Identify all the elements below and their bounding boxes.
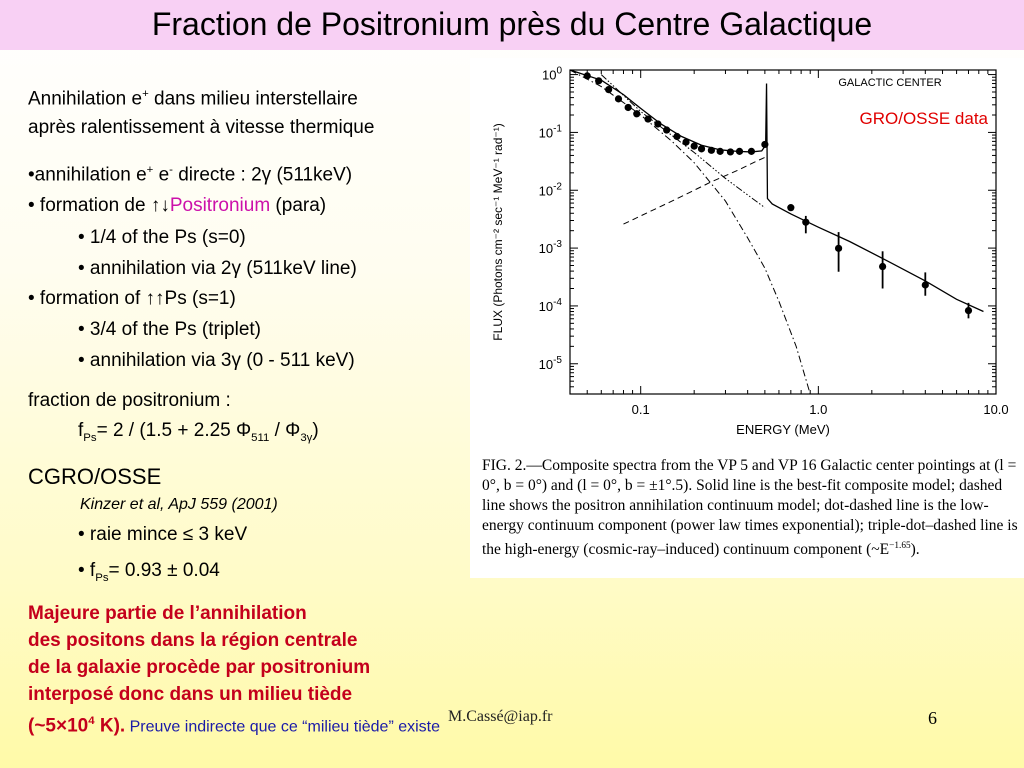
caption-end: ).	[910, 541, 920, 559]
data-point	[761, 141, 768, 148]
x-tick-label: 0.1	[631, 402, 650, 417]
y-tick-label: $10^{-5}$	[538, 354, 562, 372]
bullet-ortho: • formation of ↑↑Ps (s=1)	[28, 288, 236, 309]
dashdot-curve	[570, 70, 810, 394]
intro-sup: +	[142, 88, 149, 100]
bullet-direct-a: •annihilation e	[28, 164, 147, 186]
data-point	[633, 110, 640, 117]
data-point	[787, 204, 794, 211]
x-axis-label: ENERGY (MeV)	[736, 422, 830, 437]
data-point	[682, 139, 689, 146]
panel-label: GALACTIC CENTER	[838, 77, 942, 89]
data-point	[595, 77, 602, 84]
data-point	[625, 104, 632, 111]
bullet-direct-c: directe : 2γ (511keV)	[172, 164, 353, 186]
data-point	[736, 148, 743, 155]
data-point	[663, 126, 670, 133]
bullet-ortho-sub-1: • 3/4 of the Ps (triplet)	[78, 319, 262, 340]
y-tick-label: $10^{-4}$	[538, 296, 562, 314]
conclusion-line-3: de la galaxie procède par positronium	[28, 657, 371, 678]
bullet-direct-b: e	[153, 164, 170, 186]
frac-slash: / Φ	[269, 420, 301, 441]
intro-line-1	[28, 88, 358, 110]
bullet-para-sub-2: • annihilation via 2γ (511keV line)	[78, 258, 357, 279]
data-point	[654, 120, 661, 127]
conclusion-line-2: des positons dans la région centrale	[28, 630, 358, 651]
frac-mid: = 2 / (1.5 + 2.25 Φ	[96, 420, 252, 441]
data-point	[802, 219, 809, 226]
y-tick-label: $10^{-3}$	[538, 239, 562, 257]
y-axis-label: FLUX (Photons cm⁻² sec⁻¹ MeV⁻¹ rad⁻¹)	[491, 123, 505, 341]
data-point	[717, 148, 724, 155]
bullet-direct-sup1: +	[146, 164, 154, 176]
result-fps	[78, 560, 220, 584]
bullet-para-b: (para)	[270, 195, 327, 216]
frac-f: f	[78, 420, 84, 441]
page-title: Fraction de Positronium près du Centre Galactique	[151, 6, 873, 42]
y-tick-label: $10^{-1}$	[538, 123, 562, 141]
data-source-label: GRO/OSSE data	[859, 109, 988, 128]
data-point	[615, 95, 622, 102]
frac-sub-511: 511	[251, 431, 270, 444]
solid-curve	[570, 70, 983, 312]
intro-line-2: après ralentissement à vitesse thermique	[28, 117, 375, 138]
conclusion-temp-sup: 4	[88, 715, 95, 727]
figure-caption	[482, 456, 1018, 560]
cgro-heading: CGRO/OSSE	[28, 464, 162, 489]
conclusion-line-1: Majeure partie de l’annihilation	[28, 603, 307, 624]
result-fps-b: = 0.93 ± 0.04	[108, 560, 220, 581]
data-point	[605, 86, 612, 93]
data-point	[748, 148, 755, 155]
y-tick-label: $10^{-2}$	[538, 181, 562, 199]
bullet-para	[28, 195, 326, 217]
intro-text-a: Annihilation e	[28, 88, 143, 110]
frac-sub-ps: Ps	[83, 431, 97, 444]
result-line-width: • raie mince ≤ 3 keV	[78, 524, 248, 545]
data-point	[691, 142, 698, 149]
caption-exponent: −1.65	[889, 541, 911, 551]
frac-sub-3g: 3γ	[300, 431, 313, 444]
conclusion-note: Preuve indirecte que ce “milieu tiède” existe	[125, 718, 441, 736]
bullet-para-a: • formation de ↑↓	[28, 195, 170, 216]
data-point	[644, 115, 651, 122]
bullet-ortho-sub-2: • annihilation via 3γ (0 - 511 keV)	[78, 350, 355, 371]
bullet-para-sub-1: • 1/4 of the Ps (s=0)	[78, 227, 246, 248]
data-point	[835, 245, 842, 252]
bullet-direct	[28, 164, 352, 186]
x-tick-label: 1.0	[809, 402, 828, 417]
spectrum-chart	[470, 58, 1024, 458]
data-point	[922, 281, 929, 288]
caption-text: FIG. 2.—Composite spectra from the VP 5 and VP 16 Galactic center pointings at (l = 0°, b = 0°) and (l = 0°, b = ±1°.5). Solid line is the best-fit composite model; dashed line shows the positron annihilation continuum model; dot-dashed line is the low-energy continuum component (power law times exponential); triple-dot–dashed line is the high-energy (cosmic-ray–induced) continuum component (~E	[482, 457, 1018, 559]
fraction-label: fraction de positronium :	[28, 390, 231, 411]
data-point	[879, 263, 886, 270]
intro-text-b: dans milieu interstellaire	[148, 88, 358, 110]
footer-email[interactable]: M.Cassé@iap.fr	[448, 708, 553, 725]
page-number: 6	[928, 708, 937, 728]
bullet-direct-sup2: -	[169, 164, 173, 176]
conclusion-line-5	[28, 708, 440, 740]
conclusion	[28, 600, 440, 740]
frac-end: )	[312, 420, 319, 441]
result-fps-a: • f	[78, 560, 96, 581]
fraction-formula	[78, 420, 319, 444]
positronium-word: Positronium	[169, 195, 271, 216]
conclusion-line-4: interposé donc dans un milieu tiède	[28, 684, 353, 705]
data-point	[673, 133, 680, 140]
data-point	[584, 72, 591, 79]
data-point	[698, 145, 705, 152]
reference: Kinzer et al, ApJ 559 (2001)	[80, 496, 278, 513]
data-point	[965, 307, 972, 314]
conclusion-temp-a: (~5×10	[28, 715, 89, 737]
x-tick-label: 10.0	[983, 402, 1009, 417]
y-tick-label: $10^0$	[541, 65, 562, 83]
dashed-curve	[623, 157, 766, 224]
data-point	[708, 147, 715, 154]
result-fps-sub: Ps	[95, 571, 109, 584]
data-point	[727, 148, 734, 155]
conclusion-temp-b: K).	[94, 715, 126, 737]
